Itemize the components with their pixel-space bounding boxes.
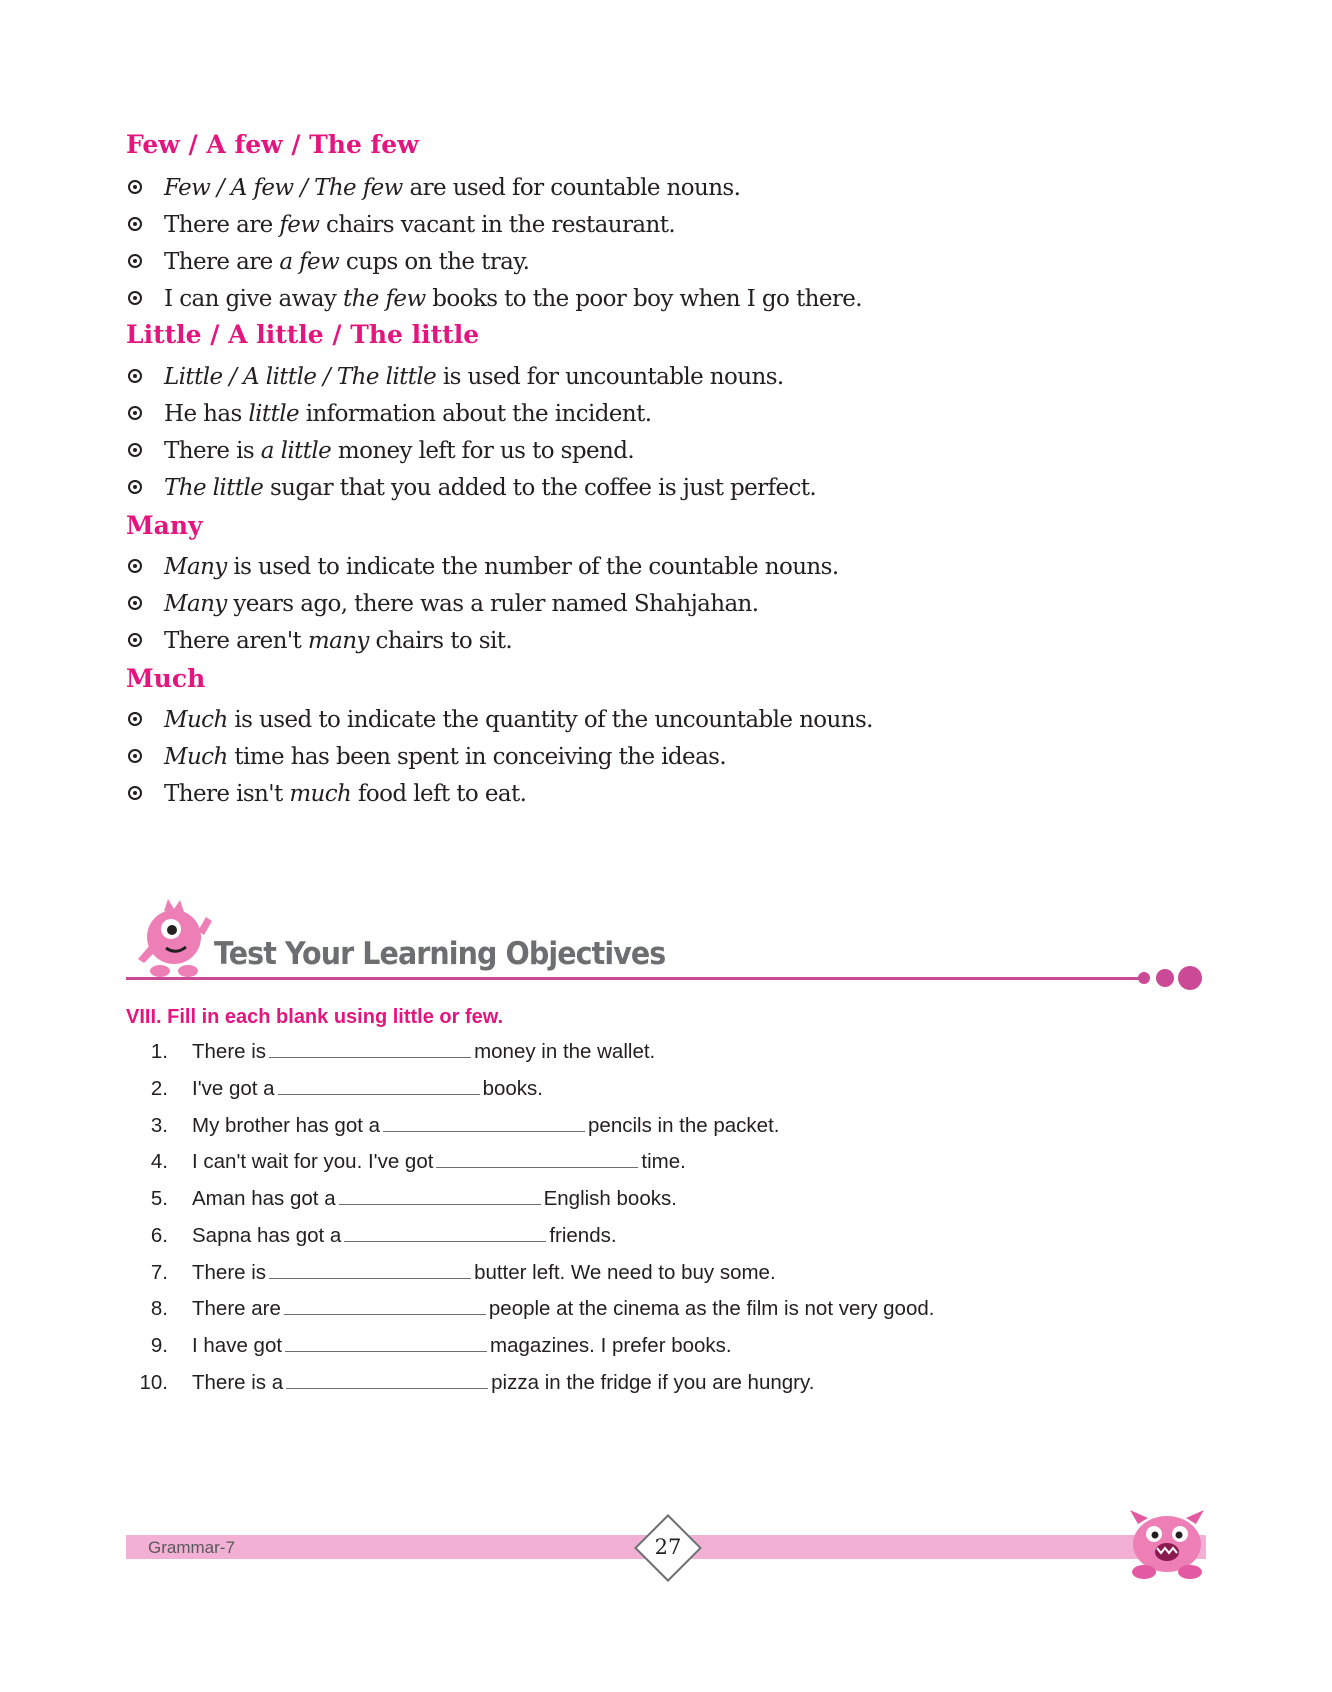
bullet-circle-icon <box>128 633 142 647</box>
answer-blank[interactable] <box>286 1368 488 1389</box>
answer-blank[interactable] <box>269 1258 471 1279</box>
bullet-circle-icon <box>128 180 142 194</box>
question-row: 8. There are people at the cinema as the film is not very good. <box>126 1294 1126 1324</box>
decor-dot <box>1156 969 1174 987</box>
answer-blank[interactable] <box>339 1184 541 1205</box>
question-row: 6. Sapna has got a friends. <box>126 1221 1126 1251</box>
answer-blank[interactable] <box>436 1147 638 1168</box>
answer-blank[interactable] <box>383 1111 585 1132</box>
bullet-circle-icon <box>128 217 142 231</box>
answer-blank[interactable] <box>269 1037 471 1058</box>
exercise-title: VIII. Fill in each blank using little or few. <box>126 1006 504 1028</box>
section-heading-little: Little / A little / The little <box>126 320 480 349</box>
question-row: 10. There is a pizza in the fridge if you are hungry. <box>126 1368 1126 1398</box>
decor-dot <box>1178 966 1202 990</box>
bullet-circle-icon <box>128 712 142 726</box>
footer-book-title: Grammar-7 <box>148 1538 235 1557</box>
footer-monster-icon <box>1124 1506 1210 1582</box>
question-row: 3. My brother has got a pencils in the packet. <box>126 1111 1126 1141</box>
answer-blank[interactable] <box>285 1331 487 1352</box>
bullet-circle-icon <box>128 369 142 383</box>
section-heading-few: Few / A few / The few <box>126 130 419 159</box>
answer-blank[interactable] <box>284 1294 486 1315</box>
bullet-circle-icon <box>128 291 142 305</box>
answer-blank[interactable] <box>344 1221 546 1242</box>
section-heading-many: Many <box>126 511 203 540</box>
mascot-icon <box>134 895 216 981</box>
bullet-circle-icon <box>128 480 142 494</box>
bullet-circle-icon <box>128 559 142 573</box>
bullet-circle-icon <box>128 406 142 420</box>
bullet-circle-icon <box>128 254 142 268</box>
question-row: 2. I've got a books. <box>126 1074 1126 1104</box>
question-row: 1. There is money in the wallet. <box>126 1037 1126 1067</box>
question-row: 7. There is butter left. We need to buy some. <box>126 1258 1126 1288</box>
question-row: 5. Aman has got a English books. <box>126 1184 1126 1214</box>
page-number: 27 <box>654 1535 682 1559</box>
banner-rule <box>126 977 1146 980</box>
decor-dot <box>1138 972 1150 984</box>
question-row: 9. I have got magazines. I prefer books. <box>126 1331 1126 1361</box>
bullet-circle-icon <box>128 749 142 763</box>
bullet-circle-icon <box>128 596 142 610</box>
question-row: 4. I can't wait for you. I've got time. <box>126 1147 1126 1177</box>
answer-blank[interactable] <box>278 1074 480 1095</box>
bullet-circle-icon <box>128 786 142 800</box>
bullet-circle-icon <box>128 443 142 457</box>
section-heading-much: Much <box>126 664 206 693</box>
banner-title: Test Your Learning Objectives <box>214 936 666 972</box>
